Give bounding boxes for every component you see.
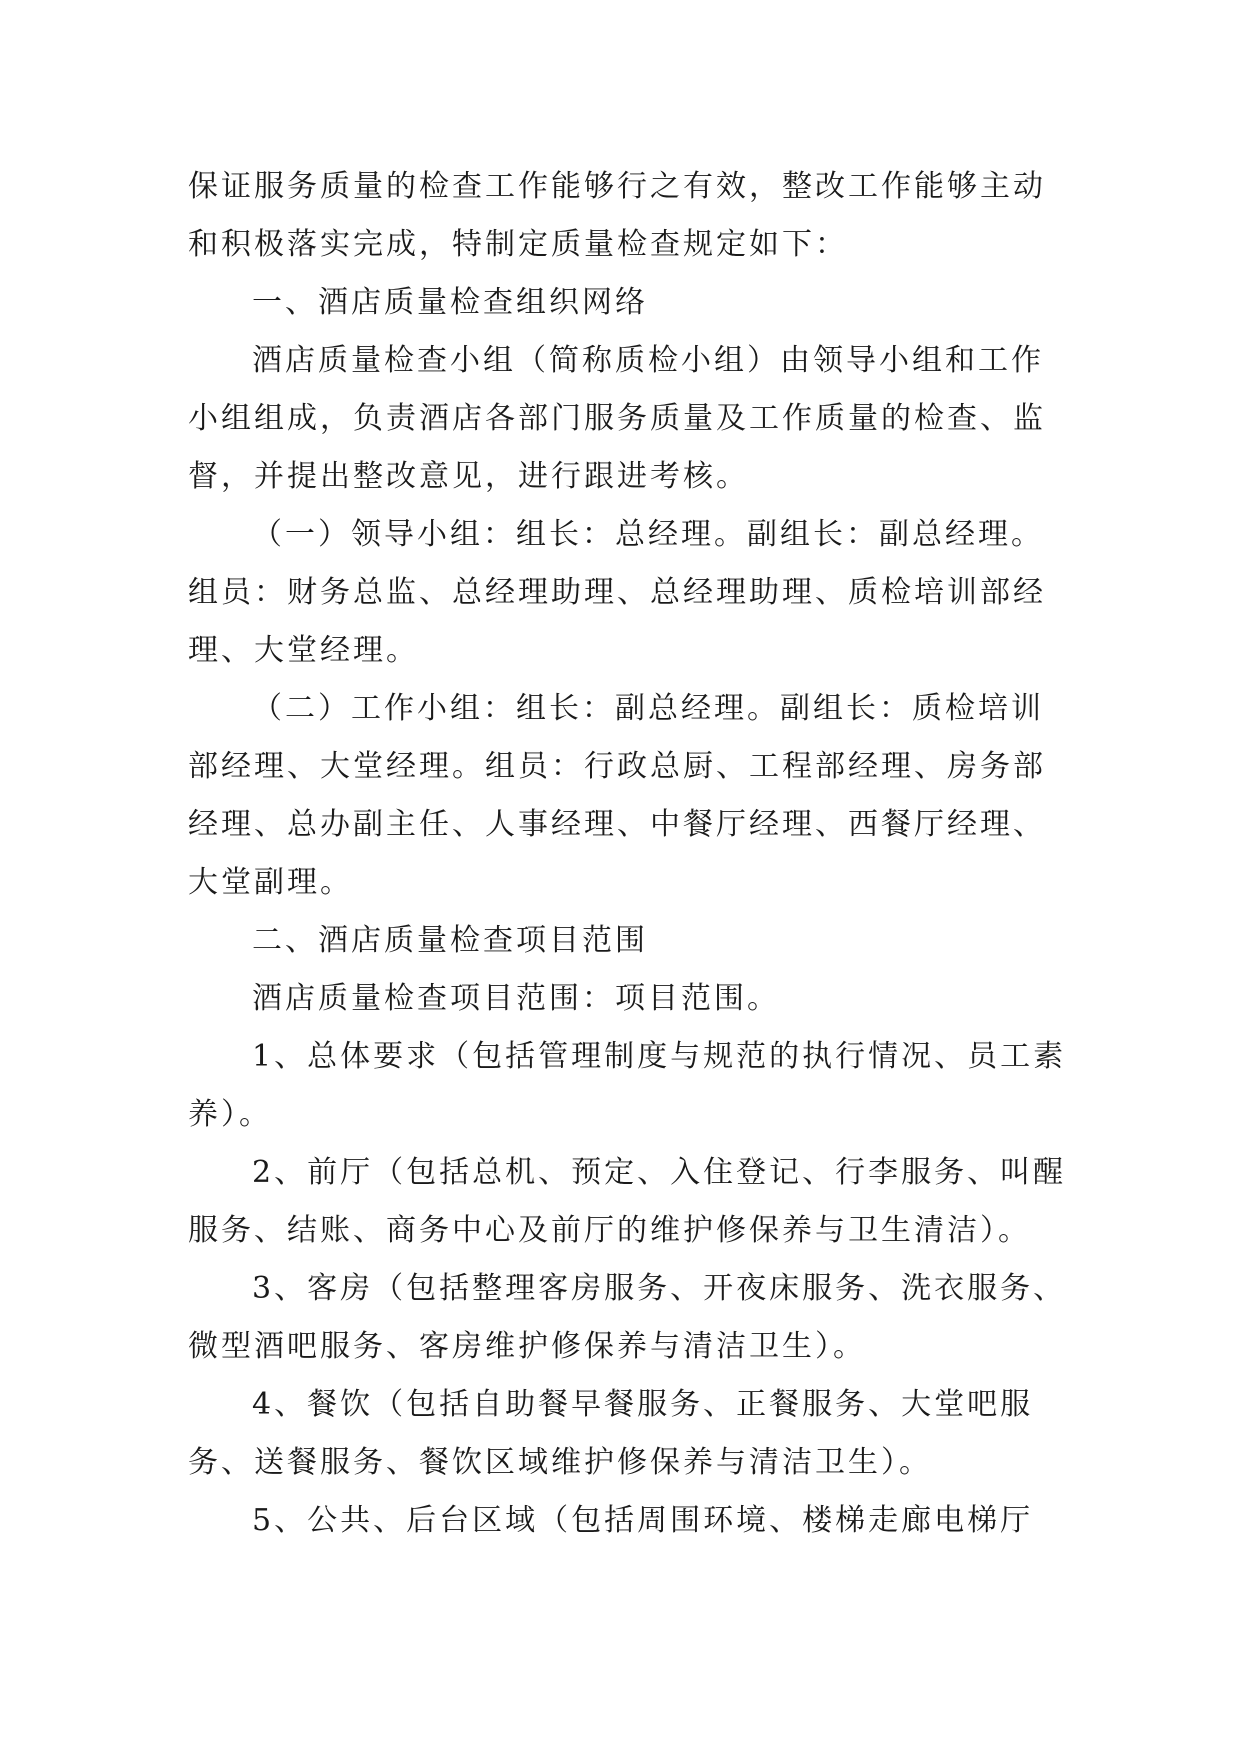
list-item-3: 3、客房（包括整理客房服务、开夜床服务、洗衣服务、微型酒吧服务、客房维护修保养与清洁卫生）。 [188,1271,1067,1364]
list-item-1: 1、总体要求（包括管理制度与规范的执行情况、员工素养）。 [188,1039,1067,1132]
paragraph-intro: 保证服务质量的检查工作能够行之有效，整改工作能够主动和积极落实完成，特制定质量检查规定如下： [188,169,1046,262]
heading-section-1: 一、酒店质量检查组织网络 [252,285,648,320]
paragraph-working-group: （二）工作小组：组长：副总经理。副组长：质检培训部经理、大堂经理。组员：行政总厨、工程部经理、房务部经理、总办副主任、人事经理、中餐厅经理、西餐厅经理、大堂副理。 [188,691,1046,900]
paragraph-scope: 酒店质量检查项目范围：项目范围。 [252,981,780,1016]
paragraph-leadership-group: （一）领导小组：组长：总经理。副组长：副总经理。组员：财务总监、总经理助理、总经理助理、质检培训部经理、大堂经理。 [188,517,1046,668]
list-item-5: 5、公共、后台区域（包括周围环境、楼梯走廊电梯厅 [252,1503,1034,1538]
heading-section-2: 二、酒店质量检查项目范围 [252,923,648,958]
paragraph-qc-group: 酒店质量检查小组（简称质检小组）由领导小组和工作小组组成，负责酒店各部门服务质量及工作质量的检查、监督，并提出整改意见，进行跟进考核。 [188,343,1046,494]
list-item-4: 4、餐饮（包括自助餐早餐服务、正餐服务、大堂吧服务、送餐服务、餐饮区域维护修保养与清洁卫生）。 [188,1387,1034,1480]
list-item-2: 2、前厅（包括总机、预定、入住登记、行李服务、叫醒服务、结账、商务中心及前厅的维护修保养与卫生清洁）。 [188,1155,1067,1248]
document-body [188,158,1068,1550]
